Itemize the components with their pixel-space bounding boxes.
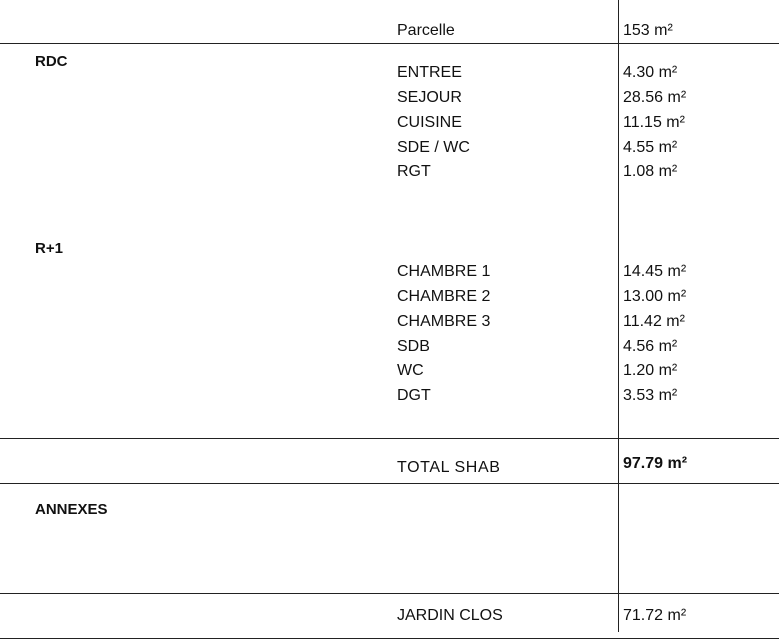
rule-bottom — [0, 638, 779, 639]
room-label: SDB — [397, 338, 430, 355]
rule-below-total — [0, 483, 779, 484]
room-area: 14.45 m² — [623, 263, 687, 280]
room-area: 4.30 m² — [623, 64, 678, 81]
rule-top — [0, 43, 779, 44]
room-area: 11.15 m² — [623, 114, 685, 131]
room-label: CHAMBRE 1 — [397, 263, 491, 280]
room-label: ENTREE — [397, 64, 462, 81]
rule-above-total — [0, 438, 779, 439]
room-area: 1.20 m² — [623, 362, 678, 379]
annex-area: 71.72 m² — [623, 607, 687, 624]
room-label: CHAMBRE 2 — [397, 288, 491, 305]
room-label: DGT — [397, 387, 431, 404]
room-label: SDE / WC — [397, 139, 470, 156]
section-rdc-title: RDC — [35, 53, 68, 70]
room-area: 28.56 m² — [623, 89, 687, 106]
section-annexes-title: ANNEXES — [35, 501, 108, 518]
rule-above-jardin — [0, 593, 779, 594]
room-label: WC — [397, 362, 424, 379]
parcelle-value: 153 m² — [623, 22, 673, 39]
room-label: CHAMBRE 3 — [397, 313, 491, 330]
room-area: 13.00 m² — [623, 288, 687, 305]
room-area: 3.53 m² — [623, 387, 678, 404]
room-area: 4.55 m² — [623, 139, 678, 156]
total-label: TOTAL SHAB — [397, 459, 501, 476]
parcelle-label: Parcelle — [397, 22, 455, 39]
total-value: 97.79 m² — [623, 455, 688, 472]
section-r1-title: R+1 — [35, 240, 63, 257]
room-label: RGT — [397, 163, 431, 180]
room-area: 4.56 m² — [623, 338, 678, 355]
annex-label: JARDIN CLOS — [397, 607, 503, 624]
room-area: 1.08 m² — [623, 163, 678, 180]
rule-value-column — [618, 0, 619, 632]
room-label: CUISINE — [397, 114, 462, 131]
room-area: 11.42 m² — [623, 313, 685, 330]
room-label: SEJOUR — [397, 89, 462, 106]
